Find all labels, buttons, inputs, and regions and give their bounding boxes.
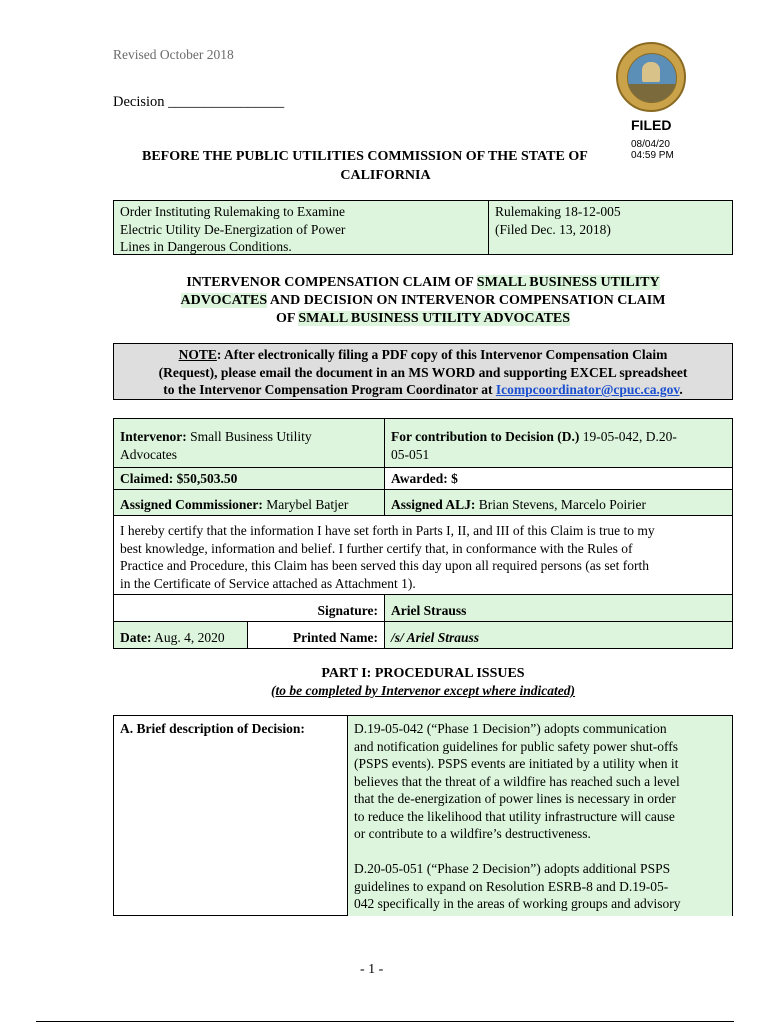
commission-title-state: CALIFORNIA	[340, 168, 431, 183]
claim-title-highlight: SMALL BUSINESS UTILITY	[476, 275, 660, 290]
claim-title-highlight: ADVOCATES	[180, 293, 268, 308]
alj-names: Brian Stevens, Marcelo Poirier	[475, 497, 646, 512]
filed-date: 08/04/20	[631, 139, 670, 150]
proceeding-line: Electric Utility De-Energization of Power	[120, 221, 346, 237]
decision-description-line: that the de-energization of power lines is necessary in order	[354, 791, 676, 806]
claim-title-text: OF	[275, 311, 299, 326]
decision-description-line: D.20-05-051 (“Phase 2 Decision”) adopts additional PSPS	[354, 861, 671, 876]
claim-title	[113, 274, 733, 328]
note-text: (Request), please email the document in an MS WORD and supporting EXCEL spreadsheet	[158, 364, 688, 380]
printed-name-label: Printed Name:	[292, 630, 378, 645]
date-cell	[113, 621, 248, 649]
intervenor-cell	[113, 418, 385, 468]
rulemaking-number: Rulemaking 18-12-005	[495, 204, 621, 219]
coordinator-email-link[interactable]: Icompcoordinator@cpuc.ca.gov	[495, 382, 680, 397]
certification-cell	[113, 515, 733, 595]
date-label: Date:	[120, 630, 152, 645]
contribution-label: For contribution to Decision (D.)	[391, 429, 580, 444]
awarded-amount: Awarded: $	[391, 471, 458, 486]
proceeding-line: Order Instituting Rulemaking to Examine	[120, 204, 345, 219]
revised-date: Revised October 2018	[113, 47, 234, 62]
signature-value: Ariel Strauss	[391, 603, 467, 618]
cpuc-seal-logo	[616, 42, 686, 112]
printed-name-value-cell	[384, 621, 733, 649]
filed-date-text: (Filed Dec. 13, 2018)	[495, 221, 611, 237]
signature-label: Signature:	[317, 603, 378, 618]
decision-description-line: believes that the threat of a wildfire has reached such a level	[354, 773, 680, 789]
contribution-decisions: 05-051	[391, 446, 430, 462]
filed-time: 04:59 PM	[631, 150, 674, 161]
proceeding-number-cell	[488, 200, 733, 255]
note-text: .	[679, 382, 683, 397]
decision-description-line: D.19-05-042 (“Phase 1 Decision”) adopts communication	[354, 721, 667, 736]
page-number: - 1 -	[360, 962, 384, 977]
decision-description-line: 042 specifically in the areas of working groups and advisory	[354, 896, 681, 911]
decision-description-cell	[347, 715, 733, 916]
certification-line: Practice and Procedure, this Claim has been served this day upon all required persons (as set forth	[120, 558, 649, 573]
awarded-cell	[384, 467, 733, 490]
decision-description-line: or contribute to a wildfire’s destructiveness.	[354, 826, 591, 841]
proceeding-description-cell	[113, 200, 489, 255]
claim-title-text: INTERVENOR COMPENSATION CLAIM OF	[186, 275, 477, 290]
alj-cell	[384, 489, 733, 516]
printed-name-value: /s/ Ariel Strauss	[391, 630, 480, 645]
decision-description-label: A. Brief description of Decision:	[120, 721, 305, 736]
claim-title-highlight: SMALL BUSINESS UTILITY ADVOCATES	[298, 311, 571, 326]
commission-title: BEFORE THE PUBLIC UTILITIES COMMISSION OF THE STATE OF	[142, 149, 588, 164]
bottom-rule	[36, 1021, 734, 1022]
decision-description-line: and notification guidelines for public safety power shut-offs	[354, 738, 679, 754]
claimed-amount: Claimed: $50,503.50	[120, 471, 238, 486]
decision-description-line: (PSPS events). PSPS events are initiated by a utility when it	[354, 756, 679, 771]
commissioner-label: Assigned Commissioner:	[120, 497, 263, 512]
contribution-cell	[384, 418, 733, 468]
commissioner-name: Marybel Batjer	[262, 497, 349, 512]
decision-description-line: guidelines to expand on Resolution ESRB-8 and D.19-05-	[354, 878, 669, 894]
note-label: NOTE	[178, 347, 217, 362]
note-text: : After electronically filing a PDF copy of this Intervenor Compensation Claim	[216, 347, 668, 362]
signature-value-cell	[384, 594, 733, 622]
certification-line: I hereby certify that the information I have set forth in Parts I, II, and III of this Claim is true to my	[120, 523, 655, 538]
decision-number-label: Decision ________________	[113, 94, 285, 110]
part-one-title: PART I: PROCEDURAL ISSUES	[321, 666, 525, 681]
proceeding-line: Lines in Dangerous Conditions.	[120, 239, 292, 254]
printed-name-label-cell	[247, 621, 385, 649]
intervenor-label: Intervenor:	[120, 429, 187, 444]
claimed-cell	[113, 467, 385, 490]
part-one-subtitle: (to be completed by Intervenor except where indicated)	[270, 683, 576, 698]
commissioner-cell	[113, 489, 385, 516]
certification-line: best knowledge, information and belief. I further certify that, in conformance with the Rules of	[120, 540, 633, 556]
seal-center-icon	[627, 53, 677, 103]
intervenor-name: Small Business Utility	[186, 429, 312, 444]
claim-title-text: AND DECISION ON INTERVENOR COMPENSATION CLAIM	[267, 293, 666, 308]
filed-stamp: FILED	[631, 117, 672, 133]
note-box	[113, 343, 733, 400]
contribution-decisions: 19-05-042, D.20-	[579, 429, 677, 444]
intervenor-name: Advocates	[120, 446, 177, 462]
signed-date: Aug. 4, 2020	[151, 630, 225, 645]
signature-label-cell	[113, 594, 385, 622]
decision-description-label-cell	[113, 715, 348, 916]
decision-description-line: to reduce the likelihood that utility infrastructure will cause	[354, 808, 675, 824]
alj-label: Assigned ALJ:	[391, 497, 476, 512]
certification-line: in the Certificate of Service attached as Attachment 1).	[120, 575, 416, 591]
note-text: to the Intervenor Compensation Program Coordinator at	[163, 382, 496, 397]
